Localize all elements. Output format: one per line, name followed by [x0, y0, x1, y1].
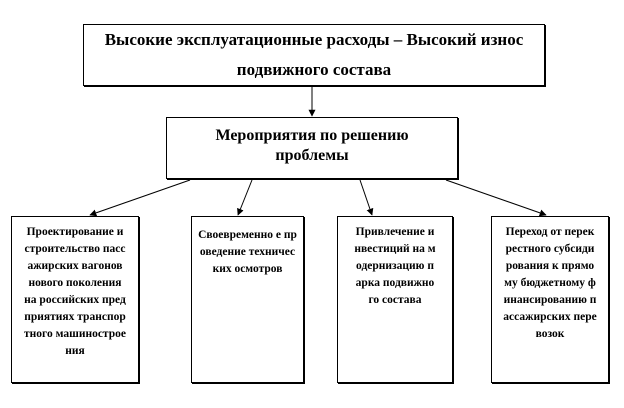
arrow-middle-to-measure-1 — [90, 180, 190, 215]
measure-text-2: Своевременно е проведение технических осмотров — [198, 229, 297, 275]
arrow-middle-to-measure-2 — [238, 180, 252, 215]
arrow-middle-to-measure-4 — [446, 180, 546, 215]
measures-header-box — [166, 117, 458, 179]
measure-text-4: Переход от перекрестного субсидирования к прямому бюджетному финансированию пассажирских перевозок — [503, 226, 597, 340]
measure-box-1 — [11, 216, 139, 383]
problem-box — [83, 24, 545, 86]
measure-text-3: Привлечение инвестиций на модернизацию парка подвижного состава — [354, 226, 436, 306]
measures-header-text: Мероприятия по решению проблемы — [215, 127, 409, 164]
arrow-middle-to-measure-3 — [360, 180, 372, 215]
measure-box-4 — [491, 216, 609, 383]
measure-box-2 — [191, 216, 304, 383]
measure-text-1: Проектирование и строительство пассажирских вагонов нового поколения на российских предприятиях транспортного машиностроения — [24, 226, 126, 357]
measure-box-3 — [337, 216, 453, 383]
problem-text: Высокие эксплуатационные расходы – Высокий износ подвижного состава — [104, 30, 524, 79]
